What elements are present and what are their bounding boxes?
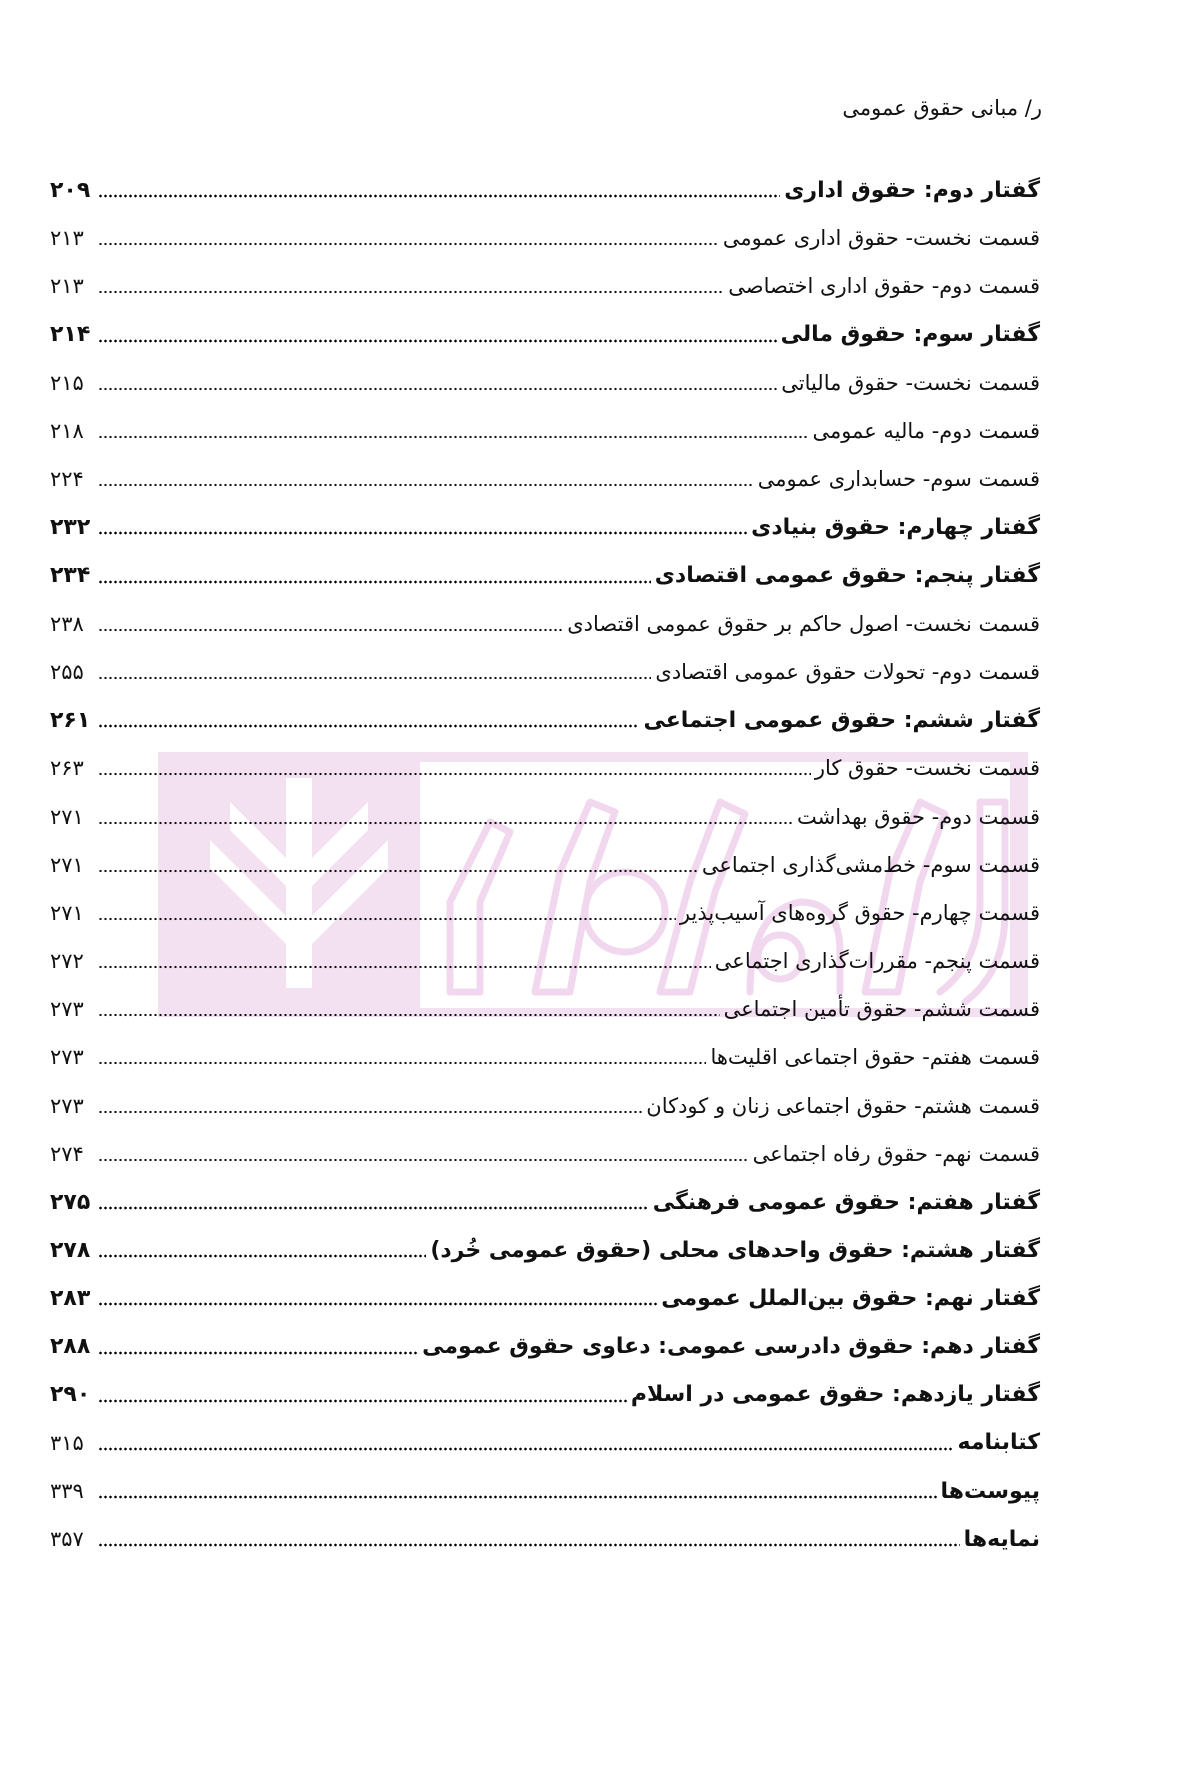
dot-leader — [98, 1385, 627, 1405]
dot-leader — [98, 903, 676, 923]
toc-chapter-entry[interactable] — [50, 166, 1040, 214]
toc-section-entry[interactable] — [50, 1033, 1040, 1081]
dot-leader — [98, 1096, 642, 1116]
toc-entry-title: قسمت سوم- حسابداری عمومی — [757, 467, 1040, 492]
toc-entry-title: گفتار هشتم: حقوق واحدهای محلی (حقوق عمومی خُرد) — [430, 1237, 1040, 1263]
toc-page-number: ۲۷۱ — [50, 804, 84, 829]
toc-entry-title: کتابنامه — [957, 1430, 1040, 1456]
table-of-contents — [50, 166, 1040, 1563]
toc-entry-title: گفتار هفتم: حقوق عمومی فرهنگی — [652, 1189, 1040, 1215]
toc-page-number: ۲۷۴ — [50, 1141, 84, 1166]
toc-section-entry[interactable] — [50, 744, 1040, 792]
toc-section-entry[interactable] — [50, 407, 1040, 455]
toc-entry-title: گفتار ششم: حقوق عمومی اجتماعی — [643, 707, 1040, 733]
dot-leader — [98, 276, 724, 296]
dot-leader — [98, 469, 754, 489]
toc-section-entry[interactable] — [50, 985, 1040, 1033]
toc-entry-title: گفتار سوم: حقوق مالی — [780, 322, 1040, 348]
dot-leader — [98, 1433, 954, 1453]
dot-leader — [98, 566, 651, 586]
dot-leader — [98, 614, 563, 634]
toc-page-number: ۲۷۲ — [50, 949, 84, 974]
dot-leader — [98, 373, 777, 393]
toc-section-entry[interactable] — [50, 455, 1040, 503]
toc-page-number: ۲۱۳ — [50, 226, 84, 251]
dot-leader — [98, 1529, 960, 1549]
toc-page-number: ۲۳۴ — [50, 563, 91, 589]
toc-entry-title: قسمت نهم- حقوق رفاه اجتماعی — [752, 1141, 1040, 1166]
toc-section-entry[interactable] — [50, 889, 1040, 937]
toc-section-entry[interactable] — [50, 359, 1040, 407]
toc-chapter-entry[interactable] — [50, 696, 1040, 744]
toc-entry-title: قسمت هشتم- حقوق اجتماعی زنان و کودکان — [646, 1093, 1040, 1118]
toc-entry-title: گفتار چهارم: حقوق بنیادی — [751, 514, 1040, 540]
toc-entry-title: قسمت نخست- حقوق اداری عمومی — [722, 226, 1040, 251]
toc-page-number: ۲۷۳ — [50, 1093, 84, 1118]
toc-chapter-entry[interactable] — [50, 1178, 1040, 1226]
toc-section-entry[interactable] — [50, 937, 1040, 985]
toc-entry-title: قسمت پنجم- مقررات‌گذاری اجتماعی — [714, 949, 1040, 974]
toc-section-entry[interactable] — [50, 1130, 1040, 1178]
dot-leader — [98, 1240, 426, 1260]
dot-leader — [98, 1047, 706, 1067]
toc-page-number: ۳۱۵ — [50, 1430, 84, 1455]
toc-entry-title: قسمت دوم- حقوق اداری اختصاصی — [728, 274, 1040, 299]
toc-page-number: ۲۱۵ — [50, 370, 84, 395]
toc-entry-title: قسمت نخست- حقوق مالیاتی — [781, 370, 1040, 395]
toc-page-number: ۲۷۱ — [50, 900, 84, 925]
toc-entry-title: قسمت نخست- اصول حاکم بر حقوق عمومی اقتصادی — [567, 611, 1040, 636]
toc-entry-title: گفتار نهم: حقوق بین‌الملل عمومی — [661, 1285, 1040, 1311]
toc-page-number: ۲۱۴ — [50, 322, 91, 348]
toc-chapter-entry[interactable] — [50, 503, 1040, 551]
dot-leader — [98, 1288, 657, 1308]
dot-leader — [98, 1144, 749, 1164]
toc-page-number: ۲۶۱ — [50, 707, 91, 733]
toc-page-number: ۲۷۵ — [50, 1189, 91, 1215]
dot-leader — [98, 228, 719, 248]
toc-page-number: ۲۹۰ — [50, 1382, 91, 1408]
toc-entry-title: قسمت دوم- تحولات حقوق عمومی اقتصادی — [655, 659, 1040, 684]
toc-page-number: ۲۰۹ — [50, 177, 91, 203]
dot-leader — [98, 180, 780, 200]
toc-page-number: ۲۷۸ — [50, 1237, 91, 1263]
dot-leader — [98, 951, 711, 971]
toc-chapter-entry[interactable] — [50, 552, 1040, 600]
toc-page-number: ۲۱۸ — [50, 419, 84, 444]
toc-chapter-entry[interactable] — [50, 1323, 1040, 1371]
toc-entry-title: گفتار یازدهم: حقوق عمومی در اسلام — [630, 1382, 1040, 1408]
dot-leader — [98, 1337, 418, 1357]
toc-chapter-entry[interactable] — [50, 1274, 1040, 1322]
toc-chapter-entry[interactable] — [50, 1467, 1040, 1515]
toc-page-number: ۲۵۵ — [50, 659, 84, 684]
dot-leader — [98, 662, 651, 682]
toc-page-number: ۳۵۷ — [50, 1527, 84, 1552]
toc-chapter-entry[interactable] — [50, 1419, 1040, 1467]
dot-leader — [98, 421, 808, 441]
toc-entry-title: قسمت نخست- حقوق کار — [814, 756, 1040, 781]
dot-leader — [98, 807, 793, 827]
dot-leader — [98, 325, 777, 345]
toc-entry-title: گفتار دهم: حقوق دادرسی عمومی: دعاوی حقوق عمومی — [422, 1334, 1040, 1360]
toc-section-entry[interactable] — [50, 841, 1040, 889]
toc-entry-title: نمایه‌ها — [963, 1526, 1040, 1552]
toc-page-number: ۲۸۸ — [50, 1334, 91, 1360]
toc-page-number: ۲۱۳ — [50, 274, 84, 299]
toc-page-number: ۲۷۱ — [50, 852, 84, 877]
dot-leader — [98, 999, 720, 1019]
toc-page-number: ۲۳۲ — [50, 514, 91, 540]
dot-leader — [98, 710, 639, 730]
toc-chapter-entry[interactable] — [50, 311, 1040, 359]
toc-page-number: ۲۷۳ — [50, 997, 84, 1022]
toc-entry-title: قسمت دوم- حقوق بهداشت — [797, 804, 1040, 829]
toc-chapter-entry[interactable] — [50, 1226, 1040, 1274]
toc-entry-title: قسمت هفتم- حقوق اجتماعی اقلیت‌ها — [710, 1045, 1040, 1070]
toc-section-entry[interactable] — [50, 214, 1040, 262]
toc-chapter-entry[interactable] — [50, 1515, 1040, 1563]
toc-section-entry[interactable] — [50, 600, 1040, 648]
toc-entry-title: قسمت سوم- خط‌مشی‌گذاری اجتماعی — [701, 852, 1040, 877]
toc-entry-title: قسمت چهارم- حقوق گروه‌های آسیب‌پذیر — [679, 900, 1040, 925]
toc-entry-title: گفتار دوم: حقوق اداری — [784, 177, 1040, 203]
dot-leader — [98, 517, 747, 537]
dot-leader — [98, 855, 698, 875]
toc-page-number: ۲۳۸ — [50, 611, 84, 636]
dot-leader — [98, 1481, 937, 1501]
toc-page-number: ۲۷۳ — [50, 1045, 84, 1070]
toc-section-entry[interactable] — [50, 1082, 1040, 1130]
dot-leader — [98, 758, 811, 778]
running-header: ر/ مبانی حقوق عمومی — [842, 96, 1042, 120]
toc-page-number: ۲۲۴ — [50, 467, 84, 492]
toc-section-entry[interactable] — [50, 648, 1040, 696]
toc-entry-title: قسمت دوم- مالیه عمومی — [812, 419, 1040, 444]
dot-leader — [98, 1192, 649, 1212]
toc-page-number: ۲۸۳ — [50, 1285, 91, 1311]
toc-page-number: ۳۳۹ — [50, 1479, 84, 1504]
toc-section-entry[interactable] — [50, 792, 1040, 840]
toc-chapter-entry[interactable] — [50, 1371, 1040, 1419]
toc-section-entry[interactable] — [50, 262, 1040, 310]
toc-entry-title: قسمت ششم- حقوق تأمین اجتماعی — [723, 997, 1040, 1022]
toc-entry-title: پیوست‌ها — [940, 1478, 1040, 1504]
toc-entry-title: گفتار پنجم: حقوق عمومی اقتصادی — [654, 563, 1040, 589]
toc-page-number: ۲۶۳ — [50, 756, 84, 781]
